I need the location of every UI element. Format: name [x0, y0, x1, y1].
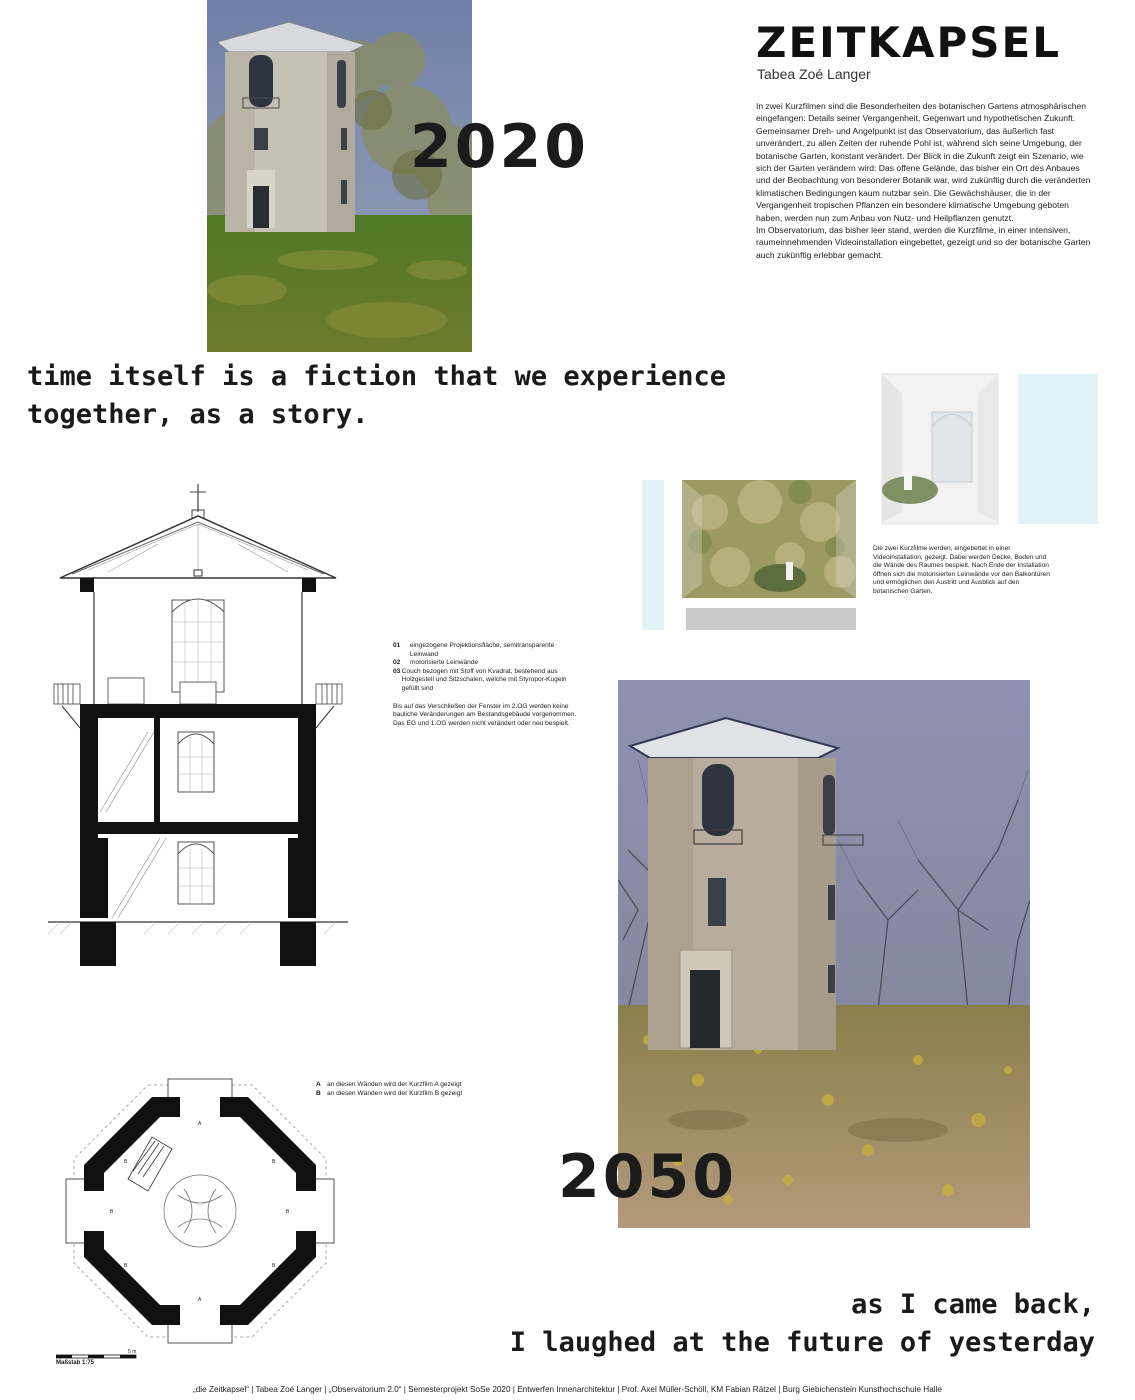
page-title: ZEITKAPSEL	[756, 18, 1061, 67]
quote-top	[27, 358, 726, 434]
wall-mark-b: B	[124, 1159, 128, 1165]
light-panel	[1018, 374, 1098, 524]
interior-render-projection	[682, 480, 856, 630]
wall-mark-b: B	[286, 1209, 290, 1215]
legend-text: an diesen Wänden wird der Kurzfilm B gezeigt	[327, 1089, 463, 1097]
wall-mark-b: B	[110, 1209, 114, 1215]
legend-number: 02	[393, 659, 401, 667]
legend-text: Couch bezogen mit Stoff von Kvadrat, bestehend aus Holzgestell und Sitzschalen, welche mit Styropor-Kugeln gefüllt sind	[401, 667, 567, 692]
wall-mark-b: B	[124, 1263, 128, 1269]
intro-paragraph: Im Observatorium, das bisher leer stand, werden die Kurzfilme, in einer intensiven, raumeinnehmenden Videoinstallation eingebettet, gezeigt und so der botanische Garten auch zukünftig erlebbar gemacht.	[756, 225, 1091, 260]
wall-mark-b: B	[272, 1159, 276, 1165]
quote-line: time itself is a fiction that we experience	[27, 361, 726, 392]
legend-item	[393, 659, 583, 668]
scale-bar	[56, 1347, 146, 1359]
legend-letter: B	[316, 1089, 321, 1097]
wall-mark-a: A	[198, 1121, 202, 1127]
legend-item	[316, 1090, 536, 1099]
legend-text: motorisierte Leinwände	[410, 659, 479, 667]
plan-legend	[316, 1081, 536, 1098]
legend-number: 03	[393, 667, 401, 675]
interior-render-window	[882, 374, 998, 524]
intro-paragraph: In zwei Kurzfilmen sind die Besonderheiten des botanischen Gartens atmosphärischen eingefangen: Details seiner Vergangenheit, Gegenwart und hypothetischen Zukunft. Gemeinsamer Dreh- und Angelpunkt ist das Observatorium, das äußerlich fast unverändert, zu allen Zeiten der ruhende Pohl ist, während sich seine Umgebung, der botanische Garten, konstant verändert. Der Blick in die Zukunft zeigt ein Szenario, wie sich der Garten verändern wird: Das offene Gelände, das bisher ein Ort des Anbaues und der Beobachtung von besonderer Botanik war, wird zukünftig durch die veränderten klimatischen Bedingungen kaum nutzbar sein. Die Gewächshäuser, die in der Vergangenheit tropischen Pflanzen ein besondere klimatische Umgebung geboten haben, werden nun zum Anbau von Nutz- und Heilpflanzen genutzt.	[756, 101, 1091, 223]
wall-mark-b: B	[272, 1263, 276, 1269]
legend-text: an diesen Wänden wird der Kurzfilm A gezeigt	[327, 1081, 462, 1088]
legend-item	[393, 668, 583, 694]
section-drawing	[48, 482, 348, 972]
quote-line: as I came back,	[851, 1289, 1095, 1320]
wall-mark-a: A	[198, 1297, 202, 1303]
legend-note: Bis auf das Verschließen der Fenster im 2.OG werden keine bauliche Veränderungen am Bestandsgebäude vorgenommen. Das EG und 1.OG werden nicht verändert oder neu bespielt.	[393, 702, 577, 727]
year-2050-label: 2050	[558, 1142, 737, 1212]
legend-text: eingezogene Projektionsfläche, semitransparente Leinwand	[409, 642, 555, 658]
quote-bottom	[510, 1286, 1095, 1362]
author-name: Tabea Zoé Langer	[757, 66, 871, 82]
light-panel	[642, 480, 664, 630]
quote-line: together, as a story.	[27, 399, 369, 430]
floor-plan	[60, 1075, 340, 1360]
section-legend	[393, 642, 583, 728]
intro-text	[756, 100, 1096, 261]
legend-item	[393, 642, 583, 659]
legend-letter: A	[316, 1081, 321, 1088]
quote-line: I laughed at the future of yesterday	[509, 1327, 1095, 1358]
footer-credits: „die Zeitkapsel“ | Tabea Zoé Langer | „Observatorium 2.0“ | Semesterprojekt SoSe 2020 | Entwerfen Innenarchitektur | Prof. Axel Müller-Schöll, KM Fabian Rätzel | Burg Giebichenstein Kunsthochschule Halle	[193, 1385, 942, 1394]
installation-description: Die zwei Kurzfilme werden, eingebettet in einer Videoinstallation, gezeigt. Dabei werden Decke, Boden und die Wände des Raumes bespielt. Nach Ende der Installation öffnen sich die motorisierten Leinwände vor den Balkontüren und ermöglichen den Austritt und Ausblick auf den botanischen Garten.	[873, 545, 1050, 595]
legend-item	[316, 1081, 536, 1090]
scale-label: Maßstab 1:75	[56, 1360, 95, 1366]
legend-number: 01	[393, 642, 401, 649]
year-2020-label: 2020	[410, 112, 589, 182]
scale-bar-label: 5 m	[128, 1349, 137, 1355]
